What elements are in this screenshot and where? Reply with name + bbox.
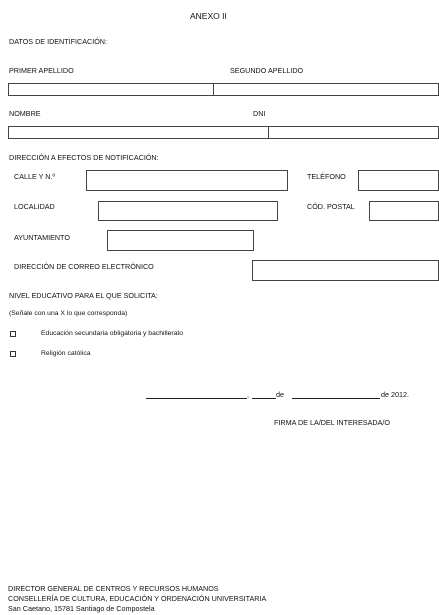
option-label-religion: Religión católica	[41, 350, 91, 357]
segundo-apellido-label: SEGUNDO APELLIDO	[230, 66, 304, 75]
ayuntamiento-field[interactable]	[107, 230, 254, 251]
option-label-secundaria: Educación secundaria obligatoria y bachillerato	[41, 330, 184, 337]
section-level-heading: NIVEL EDUCATIVO PARA EL QUE SOLICITA:	[9, 291, 158, 300]
date-separator: ,	[247, 390, 249, 399]
page-title: ANEXO II	[190, 11, 227, 21]
addressee-line-2: CONSELLERÍA DE CULTURA, EDUCACIÓN Y ORDENACIÓN UNIVERSITARIA	[8, 594, 267, 603]
date-de-1: de	[276, 390, 284, 399]
email-field[interactable]	[252, 260, 439, 281]
date-day-blank[interactable]	[252, 398, 276, 399]
email-label: DIRECCIÓN DE CORREO ELECTRÓNICO	[14, 262, 154, 271]
cod-postal-label: CÓD. POSTAL	[307, 202, 355, 211]
calle-label: CALLE Y N.º	[14, 172, 56, 181]
telefono-label: TELÉFONO	[307, 172, 346, 181]
telefono-field[interactable]	[358, 170, 439, 191]
dni-field[interactable]	[268, 126, 439, 139]
date-year-text: de 2012.	[381, 390, 409, 399]
dni-label: DNI	[253, 109, 266, 118]
addressee-line-1: DIRECTOR GENERAL DE CENTROS Y RECURSOS HUMANOS	[8, 584, 219, 593]
option-checkbox-religion[interactable]	[10, 351, 16, 357]
date-place-blank[interactable]	[146, 398, 247, 399]
primer-apellido-field[interactable]	[8, 83, 214, 96]
level-hint: (Señale con una X lo que corresponda)	[9, 310, 128, 317]
primer-apellido-label: PRIMER APELLIDO	[9, 66, 74, 75]
ayuntamiento-label: AYUNTAMIENTO	[14, 233, 70, 242]
signature-label: FIRMA DE LA/DEL INTERESADA/O	[274, 418, 390, 427]
localidad-label: LOCALIDAD	[14, 202, 55, 211]
section-address-heading: DIRECCIÓN A EFECTOS DE NOTIFICACIÓN:	[9, 153, 159, 162]
nombre-label: NOMBRE	[9, 109, 41, 118]
cod-postal-field[interactable]	[369, 201, 439, 221]
calle-field[interactable]	[86, 170, 288, 191]
localidad-field[interactable]	[98, 201, 278, 221]
nombre-field[interactable]	[8, 126, 269, 139]
option-checkbox-secundaria[interactable]	[10, 331, 16, 337]
segundo-apellido-field[interactable]	[213, 83, 439, 96]
section-identification-heading: DATOS DE IDENTIFICACIÓN:	[9, 37, 107, 46]
date-month-blank[interactable]	[292, 398, 380, 399]
addressee-line-3: San Caetano, 15781 Santiago de Compostela	[8, 604, 155, 613]
